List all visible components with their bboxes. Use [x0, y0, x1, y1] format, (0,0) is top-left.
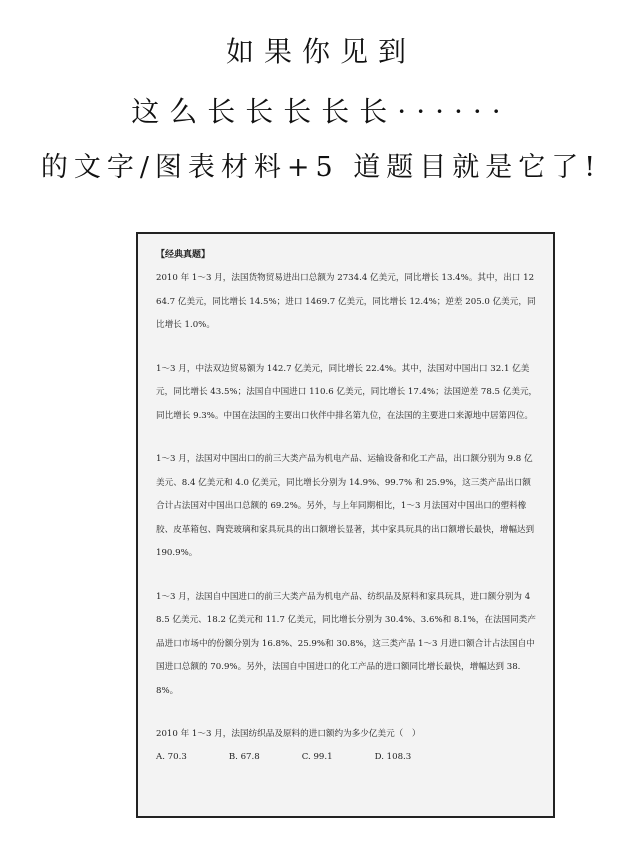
headline-line-1: 如果你见到: [225, 35, 416, 68]
option-a: A. 70.3: [156, 752, 187, 762]
paragraph-2: 1～3 月，中法双边贸易额为 142.7 亿美元，同比增长 22.4%。其中，法国对中国出口 32.1 亿美元，同比增长 43.5%；法国自中国进口 110.6 亿美元，同比增长 17.4%；法国逆差 78.5 亿美元，同比增长 9.3%。中国在法国的主要出口伙伴中排名第九位，在法国的主要进口来源地中居第四位。: [156, 363, 538, 421]
option-c: C. 99.1: [301, 752, 333, 762]
headline-line-3: 的文字/图表材料+5 道题目就是它了!: [40, 152, 602, 183]
document-title: 【经典真题】: [156, 250, 211, 260]
headline-line-2: 这么长长长长长······: [131, 95, 511, 128]
question-text: 2010 年 1～3 月，法国纺织品及原料的进口额约为多少亿美元（ ）: [156, 729, 421, 739]
paragraph-1: 2010 年 1～3 月，法国货物贸易进出口总额为 2734.4 亿美元，同比增长 13.4%。其中，出口 1264.7 亿美元，同比增长 14.5%；进口 1469.7 亿美元，同比增长 12.4%；逆差 205.0 亿美元，同比增长 1.0%。: [156, 273, 536, 330]
paragraph-3: 1～3 月，法国对中国出口的前三大类产品为机电产品、运输设备和化工产品，出口额分别为 9.8 亿美元、8.4 亿美元和 4.0 亿美元，同比增长分别为 14.9%、99.7% 和 25.9%，这三类产品出口额合计占法国对中国出口总额的 69.2%。另外，与上年同期相比，1～3 月法国对中国出口的塑料橡胶、皮革箱包、陶瓷玻璃和家具玩具的出口额增长显著，其中家具玩具的出口额增长最快，增幅达到 190.9%。: [156, 454, 535, 558]
option-b: B. 67.8: [228, 752, 260, 762]
document-body: [156, 248, 538, 768]
answer-options: [156, 746, 538, 768]
option-d: D. 108.3: [374, 752, 412, 762]
paragraph-4: 1～3 月，法国自中国进口的前三大类产品为机电产品、纺织品及原料和家具玩具，进口额分别为 48.5 亿美元、18.2 亿美元和 11.7 亿美元，同比增长分别为 30.4%、3.6%和 8.1%，在法国同类产品进口市场中的份额分别为 16.8%、25.9%和 30.8%，这三类产品 1～3 月进口额合计占法国自中国进口总额的 70.9%。另外，法国自中国进口的化工产品的进口额同比增长最快，增幅达到 38.8%。: [156, 591, 536, 696]
